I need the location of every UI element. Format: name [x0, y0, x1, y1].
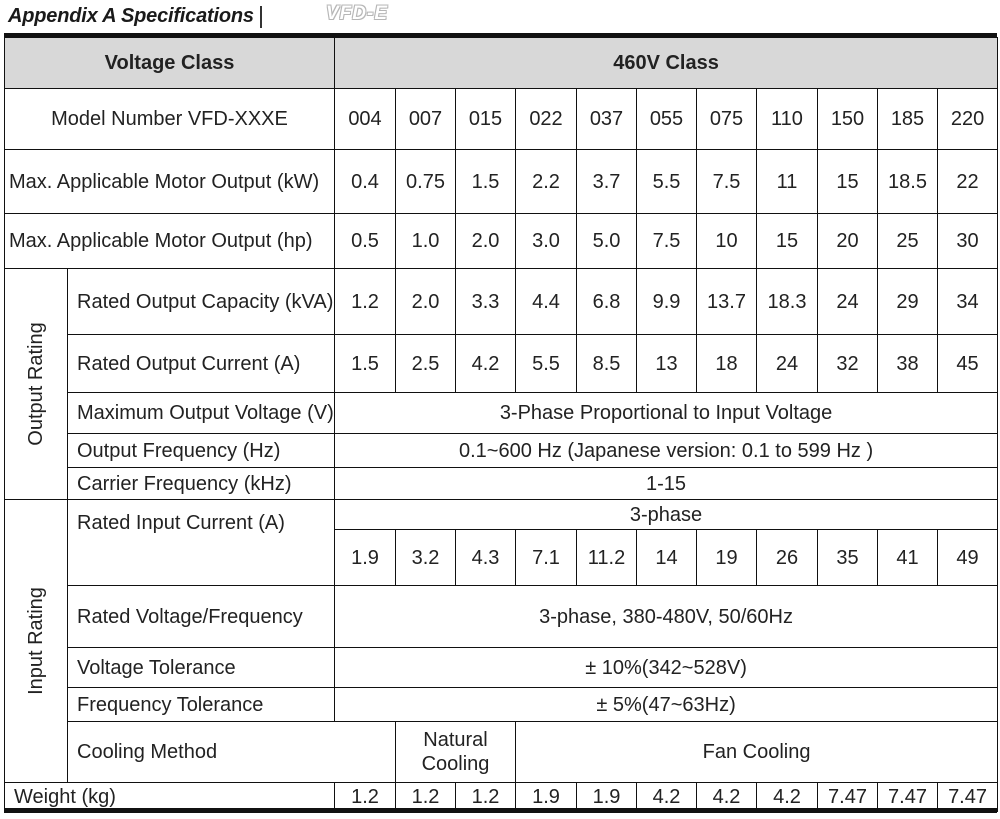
- weight-cell: 7.47: [878, 783, 938, 812]
- output-capacity-cell: 24: [818, 269, 878, 335]
- model-cell: 004: [335, 89, 396, 150]
- input-current-cell: 1.9: [335, 530, 396, 586]
- input-current-cell: 19: [697, 530, 757, 586]
- motor-kw-cell: 11: [757, 150, 818, 214]
- output-capacity-cell: 4.4: [516, 269, 577, 335]
- voltage-class-value: 460V Class: [335, 38, 998, 89]
- motor-hp-label: Max. Applicable Motor Output (hp): [5, 214, 335, 269]
- output-frequency-label: Output Frequency (Hz): [68, 434, 335, 468]
- motor-hp-cell: 7.5: [637, 214, 697, 269]
- output-current-cell: 4.2: [456, 335, 516, 393]
- model-cell: 007: [396, 89, 456, 150]
- plus-minus-symbol: ±: [585, 656, 597, 679]
- output-current-cell: 8.5: [577, 335, 637, 393]
- motor-hp-cell: 1.0: [396, 214, 456, 269]
- voltage-tolerance-value: [335, 648, 998, 688]
- model-cell: 015: [456, 89, 516, 150]
- output-capacity-cell: 2.0: [396, 269, 456, 335]
- weight-cell: 1.2: [335, 783, 396, 812]
- weight-cell: 4.2: [757, 783, 818, 812]
- output-capacity-row: [5, 269, 998, 335]
- model-cell: 150: [818, 89, 878, 150]
- model-cell: 037: [577, 89, 637, 150]
- model-cell: 022: [516, 89, 577, 150]
- input-current-cell: 7.1: [516, 530, 577, 586]
- output-capacity-cell: 34: [938, 269, 998, 335]
- input-phase-value: 3-phase: [335, 500, 998, 530]
- weight-label: Weight (kg): [5, 783, 335, 812]
- voltage-tolerance-label: Voltage Tolerance: [68, 648, 335, 688]
- motor-kw-cell: 22: [938, 150, 998, 214]
- motor-hp-cell: 2.0: [456, 214, 516, 269]
- input-phase-row: [5, 500, 998, 530]
- motor-hp-row: [5, 214, 998, 269]
- carrier-frequency-label: Carrier Frequency (kHz): [68, 468, 335, 500]
- page-header: [0, 0, 1000, 34]
- voltage-class-row: [5, 38, 998, 89]
- output-current-cell: 24: [757, 335, 818, 393]
- page-title: Appendix A Specifications: [8, 5, 254, 27]
- input-current-cell: 26: [757, 530, 818, 586]
- frequency-tolerance-row: [5, 688, 998, 722]
- output-current-cell: 5.5: [516, 335, 577, 393]
- motor-hp-cell: 0.5: [335, 214, 396, 269]
- input-current-cell: 4.3: [456, 530, 516, 586]
- motor-kw-cell: 18.5: [878, 150, 938, 214]
- max-voltage-row: [5, 393, 998, 434]
- carrier-frequency-row: [5, 468, 998, 500]
- output-frequency-value: 0.1~600 Hz (Japanese version: 0.1 to 599 Hz ): [335, 434, 998, 468]
- output-rating-group: [5, 269, 68, 500]
- rated-voltage-frequency-row: [5, 586, 998, 648]
- input-current-cell: 11.2: [577, 530, 637, 586]
- model-cell: 075: [697, 89, 757, 150]
- input-current-cell: 35: [818, 530, 878, 586]
- output-current-cell: 1.5: [335, 335, 396, 393]
- motor-kw-row: [5, 150, 998, 214]
- frequency-tolerance-value: [335, 688, 998, 722]
- output-capacity-cell: 6.8: [577, 269, 637, 335]
- motor-kw-cell: 0.75: [396, 150, 456, 214]
- plus-minus-symbol: ±: [596, 693, 608, 716]
- cooling-fan-value: Fan Cooling: [516, 722, 998, 783]
- input-rating-group: [5, 500, 68, 783]
- rated-voltage-frequency-label: Rated Voltage/Frequency: [68, 586, 335, 648]
- product-logo: VFD-E: [326, 3, 388, 24]
- output-current-cell: 18: [697, 335, 757, 393]
- input-rating-label: Input Rating: [25, 587, 47, 695]
- motor-hp-cell: 15: [757, 214, 818, 269]
- motor-kw-cell: 2.2: [516, 150, 577, 214]
- cooling-natural-value: Natural Cooling: [396, 722, 516, 783]
- output-current-cell: 13: [637, 335, 697, 393]
- output-capacity-cell: 9.9: [637, 269, 697, 335]
- motor-hp-cell: 30: [938, 214, 998, 269]
- frequency-tolerance-label: Frequency Tolerance: [68, 688, 335, 722]
- footer-rule: [4, 808, 997, 813]
- output-capacity-label: Rated Output Capacity (kVA): [68, 269, 335, 335]
- weight-cell: 4.2: [697, 783, 757, 812]
- output-current-cell: 45: [938, 335, 998, 393]
- motor-kw-cell: 0.4: [335, 150, 396, 214]
- output-current-cell: 32: [818, 335, 878, 393]
- weight-cell: 1.9: [577, 783, 637, 812]
- cooling-method-label: Cooling Method: [68, 722, 396, 783]
- output-capacity-cell: 3.3: [456, 269, 516, 335]
- max-voltage-value: 3-Phase Proportional to Input Voltage: [335, 393, 998, 434]
- input-current-label: Rated Input Current (A): [68, 500, 335, 586]
- weight-cell: 7.47: [938, 783, 998, 812]
- motor-hp-cell: 3.0: [516, 214, 577, 269]
- weight-cell: 1.9: [516, 783, 577, 812]
- motor-hp-cell: 25: [878, 214, 938, 269]
- motor-kw-cell: 1.5: [456, 150, 516, 214]
- voltage-tolerance-row: [5, 648, 998, 688]
- output-capacity-cell: 13.7: [697, 269, 757, 335]
- rated-voltage-frequency-value: 3-phase, 380-480V, 50/60Hz: [335, 586, 998, 648]
- header-divider: [260, 6, 262, 28]
- model-row: [5, 89, 998, 150]
- output-current-cell: 38: [878, 335, 938, 393]
- weight-cell: 4.2: [637, 783, 697, 812]
- output-frequency-row: [5, 434, 998, 468]
- motor-kw-label: Max. Applicable Motor Output (kW): [5, 150, 335, 214]
- input-current-cell: 49: [938, 530, 998, 586]
- motor-hp-cell: 20: [818, 214, 878, 269]
- model-cell: 110: [757, 89, 818, 150]
- input-current-cell: 3.2: [396, 530, 456, 586]
- output-capacity-cell: 1.2: [335, 269, 396, 335]
- model-label: Model Number VFD-XXXE: [5, 89, 335, 150]
- output-current-label: Rated Output Current (A): [68, 335, 335, 393]
- weight-cell: 1.2: [456, 783, 516, 812]
- output-capacity-cell: 29: [878, 269, 938, 335]
- frequency-tolerance-text: 5%(47~63Hz): [612, 693, 736, 716]
- carrier-frequency-value: 1-15: [335, 468, 998, 500]
- motor-kw-cell: 15: [818, 150, 878, 214]
- output-capacity-cell: 18.3: [757, 269, 818, 335]
- motor-hp-cell: 5.0: [577, 214, 637, 269]
- input-current-cell: 14: [637, 530, 697, 586]
- max-voltage-label: Maximum Output Voltage (V): [68, 393, 335, 434]
- motor-hp-cell: 10: [697, 214, 757, 269]
- motor-kw-cell: 5.5: [637, 150, 697, 214]
- weight-cell: 7.47: [818, 783, 878, 812]
- input-current-cell: 41: [878, 530, 938, 586]
- voltage-tolerance-text: 10%(342~528V): [601, 656, 747, 679]
- voltage-class-label: Voltage Class: [5, 38, 335, 89]
- motor-kw-cell: 7.5: [697, 150, 757, 214]
- cooling-method-row: [5, 722, 998, 783]
- model-cell: 185: [878, 89, 938, 150]
- weight-cell: 1.2: [396, 783, 456, 812]
- model-cell: 055: [637, 89, 697, 150]
- model-cell: 220: [938, 89, 998, 150]
- specifications-table: [4, 37, 998, 812]
- output-current-cell: 2.5: [396, 335, 456, 393]
- output-rating-label: Output Rating: [25, 322, 47, 446]
- motor-kw-cell: 3.7: [577, 150, 637, 214]
- output-current-row: [5, 335, 998, 393]
